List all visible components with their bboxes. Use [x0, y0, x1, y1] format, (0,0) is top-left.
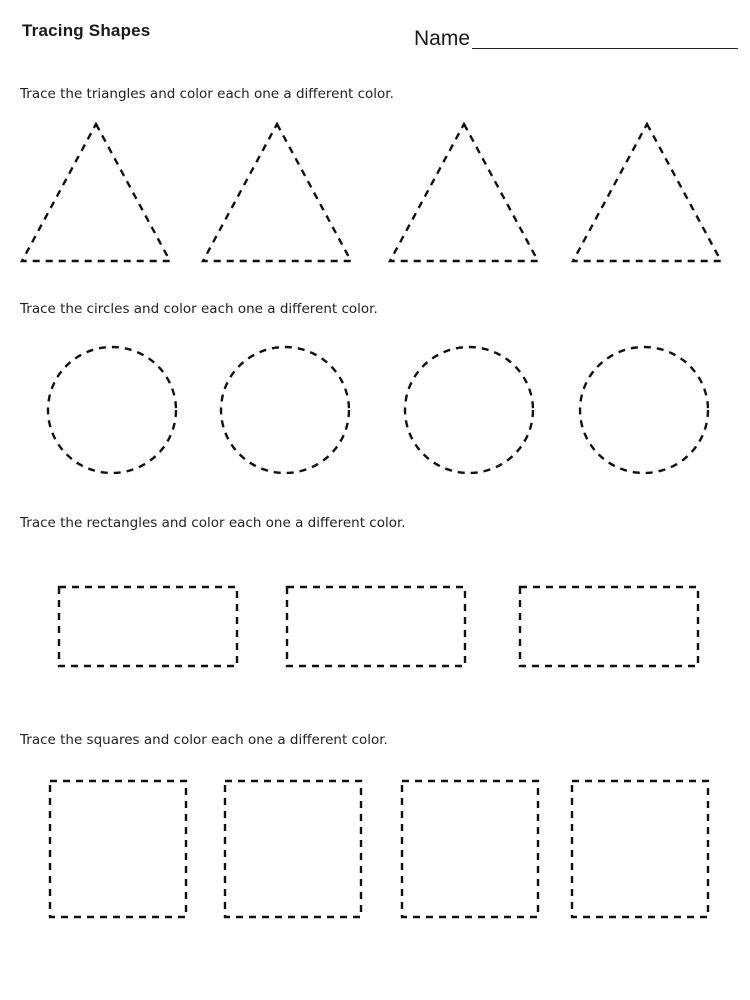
name-label: Name: [414, 27, 471, 50]
rectangle-3[interactable]: [520, 587, 698, 666]
circle-2[interactable]: [221, 347, 349, 473]
square-4[interactable]: [572, 781, 708, 917]
squares-instruction: Trace the squares and color each one a different color.: [20, 732, 388, 748]
rectangle-1[interactable]: [59, 587, 237, 666]
triangle-1[interactable]: [22, 124, 170, 261]
square-2[interactable]: [225, 781, 361, 917]
square-1[interactable]: [50, 781, 186, 917]
circles-instruction: Trace the circles and color each one a different color.: [20, 301, 378, 317]
triangle-3[interactable]: [390, 124, 538, 261]
worksheet-title: Tracing Shapes: [22, 21, 151, 40]
triangles-instruction: Trace the triangles and color each one a different color.: [20, 86, 394, 102]
rectangles-instruction: Trace the rectangles and color each one a different color.: [20, 515, 406, 531]
circle-1[interactable]: [48, 347, 176, 473]
circle-4[interactable]: [580, 347, 708, 473]
triangle-4[interactable]: [573, 124, 721, 261]
rectangle-2[interactable]: [287, 587, 465, 666]
triangle-2[interactable]: [203, 124, 351, 261]
circle-3[interactable]: [405, 347, 533, 473]
square-3[interactable]: [402, 781, 538, 917]
